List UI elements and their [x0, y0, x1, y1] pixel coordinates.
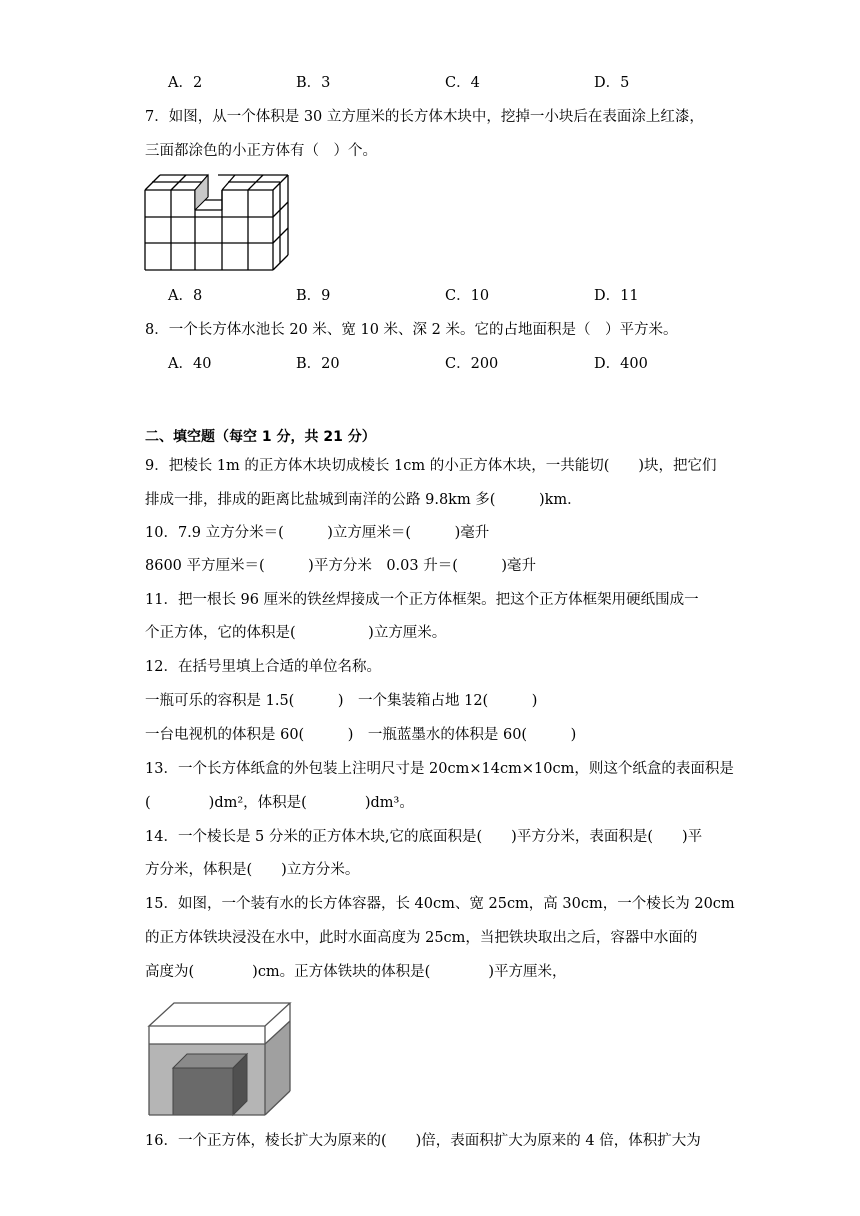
section-heading: 二、填空题（每空 1 分，共 21 分）	[145, 429, 376, 445]
q7-text-line2: 三面都涂色的小正方体有（ ）个。	[145, 143, 377, 159]
q16-text-line1: 16．一个正方体，棱长扩大为原来的( )倍，表面积扩大为原来的 4 倍，体积扩大为	[145, 1133, 701, 1149]
q6-option-a: A．2	[168, 75, 203, 91]
q9-text-line2: 排成一排，排成的距离比盐城到南洋的公路 9.8km 多( )km．	[145, 492, 582, 508]
q10-text-line2: 8600 平方厘米＝( )平方分米 0.03 升＝( )毫升	[145, 558, 537, 574]
q7-option-d: D．11	[594, 288, 639, 304]
q13-text-line1: 13．一个长方体纸盒的外包装上注明尺寸是 20cm×14cm×10cm，则这个纸盒的表面积是	[145, 761, 734, 777]
q15-container-figure	[145, 996, 295, 1120]
q14-text-line1: 14．一个棱长是 5 分米的正方体木块,它的底面积是( )平方分米，表面积是( )平	[145, 829, 703, 845]
q7-cuboid-figure	[140, 170, 300, 276]
q7-text-line1: 7．如图，从一个体积是 30 立方厘米的长方体木块中，挖掉一小块后在表面涂上红漆，	[145, 109, 704, 125]
q9-text-line1: 9．把棱长 1m 的正方体木块切成棱长 1cm 的小正方体木块，一共能切( )块，把它们	[145, 458, 717, 474]
q8-text-line1: 8．一个长方体水池长 20 米、宽 10 米、深 2 米。它的占地面积是（ ）平方米。	[145, 322, 678, 338]
q8-option-d: D．400	[594, 356, 648, 372]
q7-option-a: A．8	[168, 288, 203, 304]
q6-option-d: D．5	[594, 75, 630, 91]
q10-text-line1: 10．7.9 立方分米＝( )立方厘米＝( )毫升	[145, 525, 490, 541]
q6-option-c: C．4	[445, 75, 480, 91]
q7-option-b: B．9	[296, 288, 331, 304]
q8-option-b: B．20	[296, 356, 340, 372]
q7-option-c: C．10	[445, 288, 490, 304]
q15-text-line3: 高度为( )cm。正方体铁块的体积是( )平方厘米，	[145, 964, 567, 980]
q14-text-line2: 方分米，体积是( )立方分米。	[145, 862, 360, 878]
q13-text-line2: ( )dm²，体积是( )dm³。	[145, 795, 414, 811]
q15-text-line1: 15．如图，一个装有水的长方体容器，长 40cm、宽 25cm，高 30cm，一个棱长为 20cm	[145, 896, 735, 912]
q11-text-line2: 个正方体，它的体积是( )立方厘米。	[145, 625, 447, 641]
q12-text-line2: 一瓶可乐的容积是 1.5( ) 一个集装箱占地 12( )	[145, 693, 538, 709]
q12-text-line3: 一台电视机的体积是 60( ) 一瓶蓝墨水的体积是 60( )	[145, 727, 577, 743]
q6-option-b: B．3	[296, 75, 331, 91]
q12-text-line1: 12．在括号里填上合适的单位名称。	[145, 659, 381, 675]
q11-text-line1: 11．把一根长 96 厘米的铁丝焊接成一个正方体框架。把这个正方体框架用硬纸围成一	[145, 592, 699, 608]
q8-option-a: A．40	[168, 356, 212, 372]
q8-option-c: C．200	[445, 356, 499, 372]
q15-text-line2: 的正方体铁块浸没在水中，此时水面高度为 25cm，当把铁块取出之后，容器中水面的	[145, 930, 698, 946]
